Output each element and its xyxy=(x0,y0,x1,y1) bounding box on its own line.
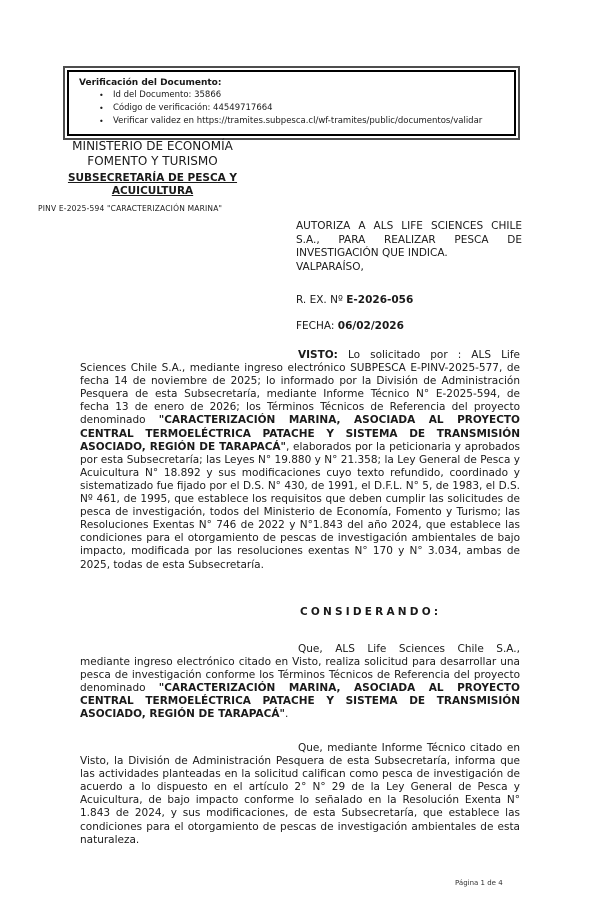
resolution-label: R. EX. Nº xyxy=(296,294,347,306)
project-name: "CARACTERIZACIÓN MARINA, ASOCIADA AL PROYECTO CENTRAL TERMOELÉCTRICA PATACHE Y SISTEMA DE TRANSMISIÓN ASOCIADO, REGIÓN DE TARAPACÁ" xyxy=(80,414,520,453)
visto-text-1: Lo solicitado por : ALS Life Sciences Chile S.A., mediante ingreso electrónico SUBPESCA E-PINV-2025-577, de fecha 14 de noviembre de 2025; lo informado por la División de Administración Pesquera de esta Subsecretaría, mediante Informe Técnico N° E-2025-594, de fecha 13 de enero de 2026; los Términos Técnicos de Referencia del proyecto denominado xyxy=(80,349,520,427)
ministry-name-line1: MINISTERIO DE ECONOMÍA xyxy=(72,139,233,153)
considerando-heading: CONSIDERANDO: xyxy=(300,606,442,618)
verification-box-inner xyxy=(67,70,516,136)
verification-item-url xyxy=(79,115,506,128)
considerando-paragraph-1 xyxy=(80,643,520,722)
considerando1-text-2: . xyxy=(284,708,289,721)
verification-item-id xyxy=(79,89,506,102)
visto-label: VISTO: xyxy=(298,349,338,361)
page-indicator: Página 1 de 4 xyxy=(455,879,503,887)
verification-item-text: Código de verificación: 44549717664 xyxy=(113,103,273,113)
verification-item-code xyxy=(79,102,506,115)
visto-text-2: , elaborados por la peticionaria y aprobados por esta Subsecretaría; las Leyes N° 19.880 y N° 21.358; la Ley General de Pesca y Acuicultura N° 18.892 y sus modificaciones cuyo texto refundido, coordinado y sistematizado fue fijado por el D.S. N° 430, de 1991, el D.F.L. N° 5, de 1983, el D.S. Nº 461, de 1995, que establece los requisitos que deben cumplir las solicitudes de pesca de investigación, todos del Ministerio de Economía, Fomento y Turismo; las Resoluciones Exentas N° 746 de 2022 y N°1.843 del año 2024, que establece las condiciones para el otorgamiento de pescas de investigación ambientales de bajo impacto, modificada por las resoluciones exentas N° 170 y N° 3.034, ambas de 2025, todas de esta Subsecretaría. xyxy=(80,440,520,571)
resolution-subject-block xyxy=(296,220,522,274)
verification-url-text: Verificar validez en https://tramites.subpesca.cl/wf-tramites/public/documentos/validar xyxy=(113,116,483,126)
visto-paragraph xyxy=(80,349,520,572)
considerando-paragraph-2: Que, mediante Informe Técnico citado en Visto, la División de Administración Pesquera de esta Subsecretaría, informa que las actividades planteadas en la solicitud califican como pesca de investigación de acuerdo a lo dispuesto en el artículo 2° N° 29 de la Ley General de Pesca y Acuicultura, de bajo impacto conforme lo señalado en la Resolución Exenta N° 1.843 de 2024, y sus modificaciones, de esta Subsecretaría, que establece las condiciones para el otorgamiento de pescas de investigación ambientales de esta naturaleza. xyxy=(80,742,520,846)
date-label: FECHA: xyxy=(296,320,338,332)
verification-title: Verificación del Documento: xyxy=(79,78,222,88)
city-line: VALPARAÍSO, xyxy=(296,260,364,273)
pinv-reference: PINV E-2025-594 "CARACTERIZACIÓN MARINA" xyxy=(38,204,223,213)
letterhead xyxy=(40,139,265,197)
date-value: 06/02/2026 xyxy=(337,320,404,332)
date-line xyxy=(296,320,404,332)
bullet-icon: • xyxy=(99,91,104,100)
resolution-number: E-2026-056 xyxy=(346,294,414,306)
ministry-name-line2: FOMENTO Y TURISMO xyxy=(87,153,218,168)
bullet-icon: • xyxy=(99,104,104,113)
resolution-subject: AUTORIZA A ALS LIFE SCIENCES CHILE S.A., PARA REALIZAR PESCA DE INVESTIGACIÓN QUE INDICA. xyxy=(296,220,522,259)
considerando1-text-1: Que, ALS Life Sciences Chile S.A., mediante ingreso electrónico citado en Visto, realiza solicitud para desarrollar una pesca de investigación conforme los Términos Técnicos de Referencia del proyecto denominado xyxy=(80,643,520,695)
verification-item-text: Id del Documento: 35866 xyxy=(113,90,222,100)
resolution-number-line xyxy=(296,294,413,306)
project-name: "CARACTERIZACIÓN MARINA, ASOCIADA AL PROYECTO CENTRAL TERMOELÉCTRICA PATACHE Y SISTEMA DE TRANSMISIÓN ASOCIADO, REGIÓN DE TARAPACÁ" xyxy=(80,682,520,721)
verification-box xyxy=(63,66,520,140)
subsecretaria-name: SUBSECRETARÍA DE PESCA Y ACUICULTURA xyxy=(67,172,238,197)
bullet-icon: • xyxy=(99,117,104,126)
